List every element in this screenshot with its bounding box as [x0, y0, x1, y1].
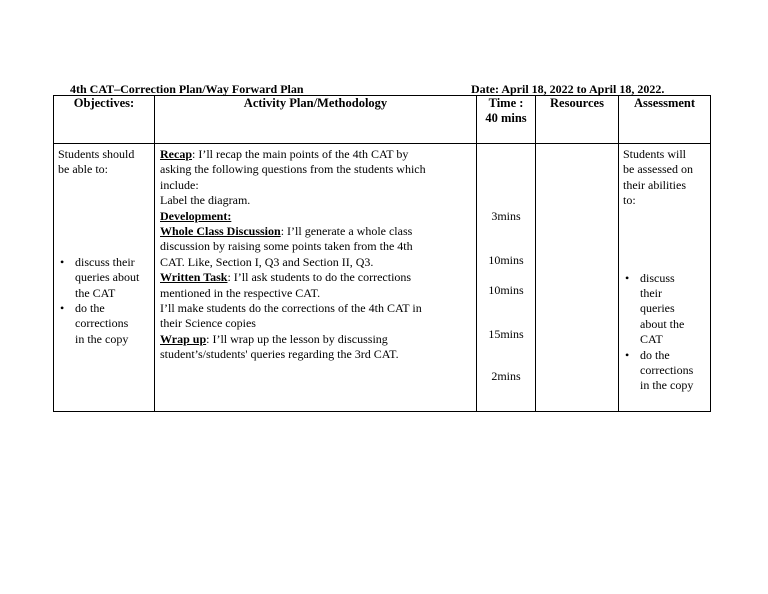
objective-line: discuss their	[75, 254, 135, 269]
header-objectives: Objectives:	[54, 96, 155, 144]
assessment-line: CAT	[640, 332, 663, 347]
objectives-intro-line1: Students should	[58, 147, 135, 161]
objective-line: do the	[75, 301, 105, 316]
objectives-intro	[58, 147, 151, 178]
corrections-section	[160, 301, 472, 332]
header-activity: Activity Plan/Methodology	[155, 96, 477, 144]
header-assessment: Assessment	[619, 96, 711, 144]
written-task-line: : I’ll ask students to do the corrections	[227, 270, 412, 285]
whole-class-line: discussion by raising some points taken from the 4th	[160, 239, 413, 254]
time-development: 10mins	[488, 253, 524, 267]
time-wrap-up: 2mins	[491, 369, 521, 383]
whole-class-line: : I’ll generate a whole class	[280, 224, 413, 239]
time-cell	[477, 144, 536, 412]
written-task-section	[160, 270, 472, 301]
objective-line: the CAT	[75, 285, 116, 300]
assessment-line: do the	[640, 347, 670, 362]
written-task-label: Written Task	[160, 270, 228, 285]
objectives-list	[58, 255, 151, 347]
objective-line: corrections	[75, 316, 129, 331]
bullet-icon: •	[60, 254, 65, 269]
wrap-up-line: : I’ll wrap up the lesson by discussing	[206, 331, 388, 346]
assessment-intro-line: to:	[623, 193, 636, 208]
recap-label: Recap	[160, 147, 192, 161]
time-written-task: 15mins	[488, 327, 524, 341]
wrap-up-section	[160, 332, 472, 363]
objective-line: in the copy	[75, 331, 129, 346]
written-task-line: mentioned in the respective CAT.	[160, 285, 321, 300]
header-row	[54, 96, 711, 144]
whole-class-label: Whole Class Discussion	[160, 224, 281, 239]
activity-cell	[155, 144, 477, 412]
header-time	[477, 96, 536, 144]
bullet-icon: •	[60, 301, 65, 316]
recap-section	[160, 147, 472, 209]
objective-line: queries about	[75, 270, 140, 285]
whole-class-line: CAT. Like, Section I, Q3 and Section II, Q3.	[160, 254, 374, 269]
time-recap: 3mins	[491, 209, 521, 223]
document-heading	[70, 82, 710, 96]
wrap-up-label: Wrap up	[160, 331, 207, 346]
header-time-line1: Time :	[488, 96, 524, 110]
assessment-line: about the	[640, 316, 685, 331]
plan-date: Date: April 18, 2022 to April 18, 2022.	[471, 82, 665, 96]
assessment-line: corrections	[640, 363, 694, 378]
assessment-intro-line: Students will	[623, 147, 687, 161]
header-time-line2: 40 mins	[485, 111, 527, 125]
content-row	[54, 144, 711, 412]
bullet-icon: •	[625, 270, 630, 285]
resources-cell	[536, 144, 619, 412]
objective-item	[58, 255, 151, 301]
development-label: Development:	[160, 208, 232, 223]
time-discussion: 10mins	[488, 283, 524, 297]
bullet-icon: •	[625, 347, 630, 362]
objective-item	[58, 301, 151, 347]
assessment-line: in the copy	[640, 378, 694, 393]
assessment-intro-line: be assessed on	[623, 162, 693, 177]
assessment-line: discuss	[640, 270, 675, 285]
assessment-list	[623, 271, 707, 394]
plan-title: 4th CAT–Correction Plan/Way Forward Plan	[70, 82, 304, 96]
assessment-line: queries	[640, 301, 675, 316]
corrections-line: I’ll make students do the corrections of the 4th CAT in	[160, 301, 422, 316]
recap-line: : I’ll recap the main points of the 4th CAT by	[192, 147, 409, 161]
assessment-cell	[619, 144, 711, 412]
objectives-cell	[54, 144, 155, 412]
assessment-line: their	[640, 286, 662, 301]
recap-line: include:	[160, 177, 199, 192]
assessment-intro	[623, 147, 707, 209]
wrap-up-line: student’s/students' queries regarding the 3rd CAT.	[160, 347, 399, 362]
recap-line: asking the following questions from the students which	[160, 162, 426, 177]
recap-line: Label the diagram.	[160, 193, 251, 208]
assessment-item	[623, 271, 707, 348]
objectives-intro-line2: be able to:	[58, 162, 108, 177]
assessment-item	[623, 348, 707, 394]
corrections-line: their Science copies	[160, 316, 256, 331]
header-resources: Resources	[536, 96, 619, 144]
assessment-intro-line: their abilities	[623, 177, 686, 192]
whole-class-section	[160, 224, 472, 270]
lesson-plan-table	[53, 95, 711, 412]
